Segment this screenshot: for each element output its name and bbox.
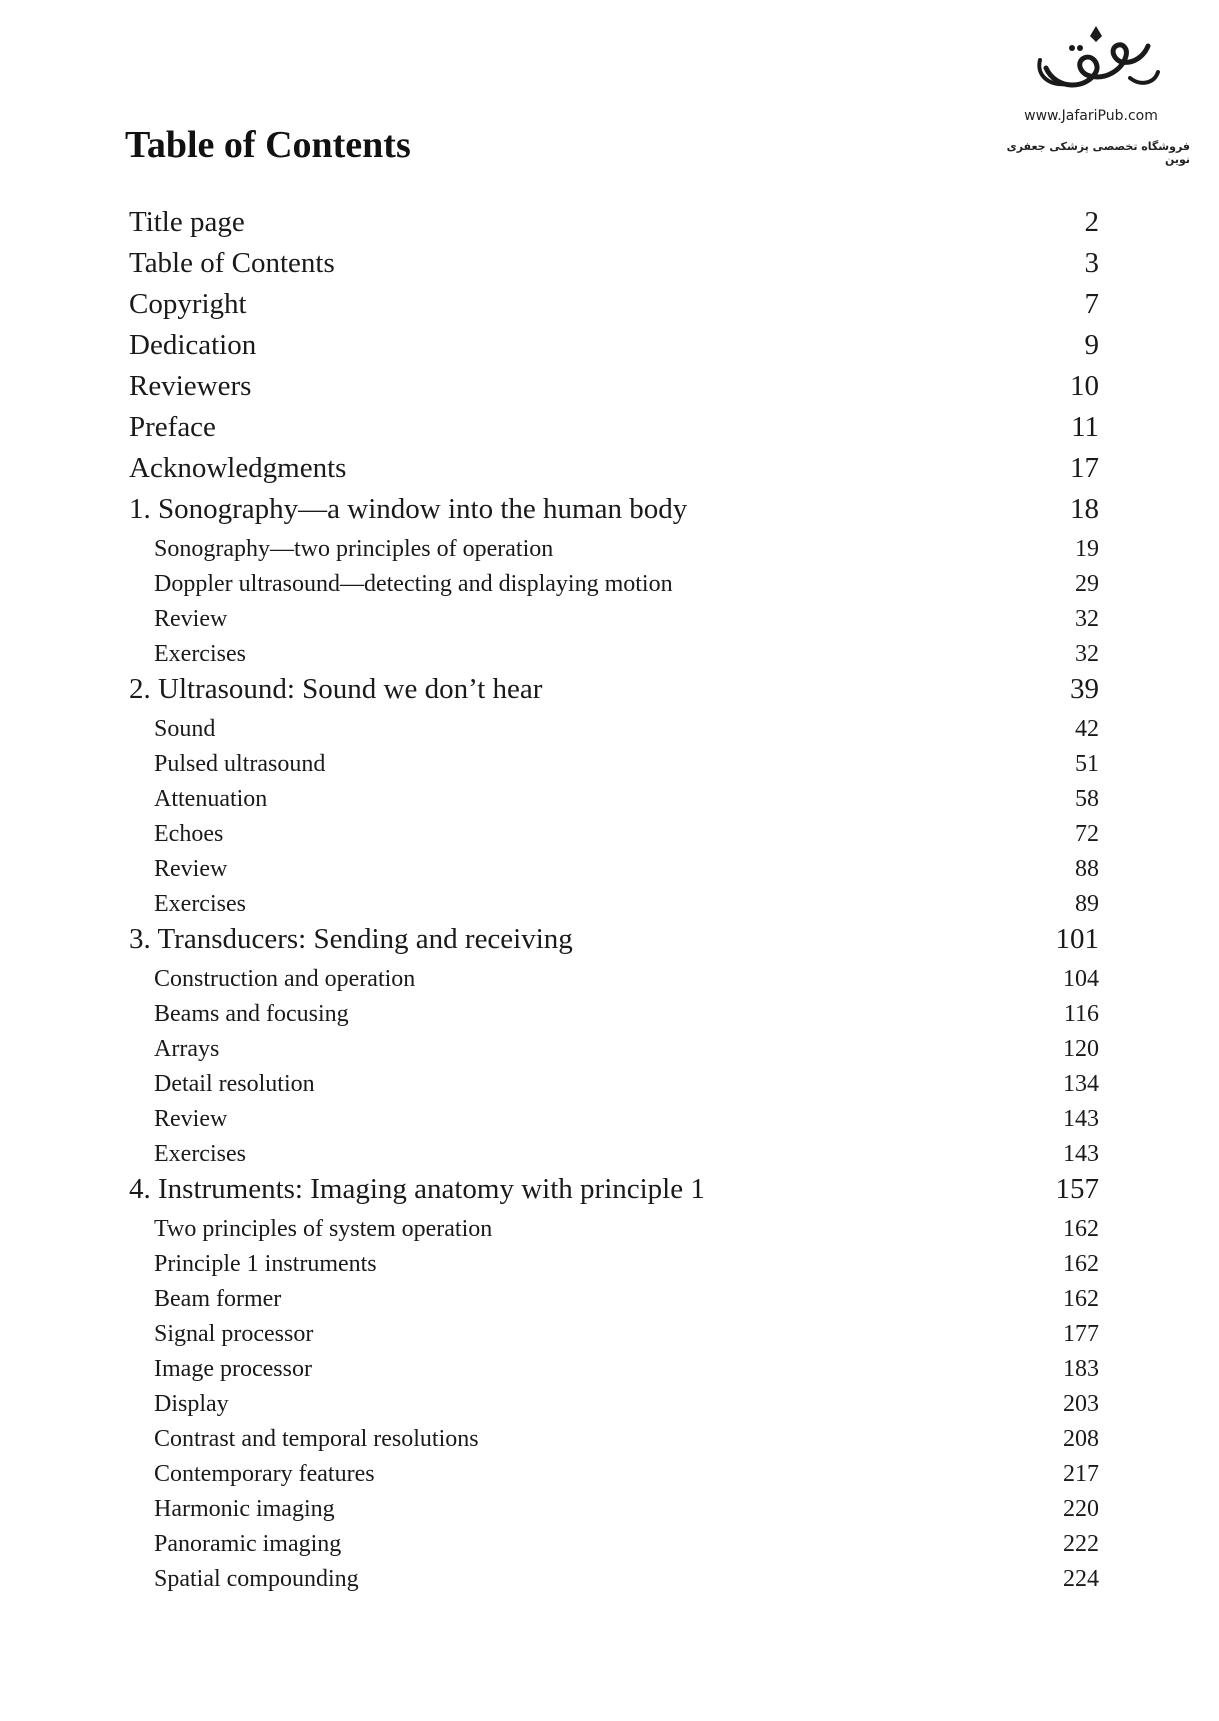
toc-entry-label: Panoramic imaging <box>154 1531 342 1557</box>
toc-entry-label: Dedication <box>129 329 257 361</box>
toc-entry-page-number: 183 <box>1063 1356 1099 1382</box>
toc-entry-label: Reviewers <box>129 370 252 402</box>
toc-entry-page-number: 11 <box>1071 411 1099 443</box>
toc-entry-page-number: 222 <box>1063 1531 1099 1557</box>
toc-entry-label: Construction and operation <box>154 966 416 992</box>
toc-entry-page-number: 177 <box>1063 1321 1099 1347</box>
toc-entry-label: Acknowledgments <box>129 452 347 484</box>
toc-entry-page-number: 7 <box>1084 288 1099 320</box>
toc-entry-page-number: 32 <box>1075 606 1099 632</box>
toc-entry-page-number: 220 <box>1063 1496 1099 1522</box>
toc-entry-label: Sound <box>154 716 216 742</box>
toc-entry-page-number: 10 <box>1070 370 1099 402</box>
toc-entry-label: Detail resolution <box>154 1071 315 1097</box>
publisher-tagline: فروشگاه تخصصی پزشکی جعفری نوین <box>1006 140 1190 166</box>
toc-entry-page-number: 18 <box>1070 493 1099 525</box>
toc-entry-page-number: 3 <box>1084 247 1099 279</box>
toc-entry-page-number: 162 <box>1063 1251 1099 1277</box>
publisher-logo <box>996 20 1196 166</box>
toc-entry-label: Preface <box>129 411 216 443</box>
toc-entry-label: Exercises <box>154 891 246 917</box>
toc-entry-label: 3. Transducers: Sending and receiving <box>129 923 573 955</box>
toc-entry-page-number: 88 <box>1075 856 1099 882</box>
toc-entry-label: Two principles of system operation <box>154 1216 493 1242</box>
toc-entry-label: Pulsed ultrasound <box>154 751 326 777</box>
toc-entry-label: Spatial compounding <box>154 1566 359 1592</box>
toc-entry-page-number: 157 <box>1055 1173 1099 1205</box>
toc-entry-page-number: 17 <box>1070 452 1099 484</box>
toc-entry-page-number: 2 <box>1084 206 1099 238</box>
toc-entry-label: Table of Contents <box>129 247 335 279</box>
toc-entry-label: Doppler ultrasound—detecting and displaying motion <box>154 571 673 597</box>
toc-entry-label: Exercises <box>154 1141 246 1167</box>
toc-entry-label: Review <box>154 856 228 882</box>
toc-entry-page-number: 116 <box>1063 1001 1099 1027</box>
toc-entry-label: Attenuation <box>154 786 268 812</box>
toc-entry-page-number: 162 <box>1063 1216 1099 1242</box>
toc-entry-label: Principle 1 instruments <box>154 1251 377 1277</box>
toc-entry-page-number: 58 <box>1075 786 1099 812</box>
publisher-url: www.JafariPub.com <box>1024 108 1158 124</box>
toc-entry-label: Beam former <box>154 1286 282 1312</box>
toc-entry-page-number: 217 <box>1063 1461 1099 1487</box>
toc-entry-page-number: 143 <box>1063 1106 1099 1132</box>
toc-entry-label: Contemporary features <box>154 1461 375 1487</box>
toc-entry-label: 4. Instruments: Imaging anatomy with principle 1 <box>129 1173 705 1205</box>
toc-entry-page-number: 143 <box>1063 1141 1099 1167</box>
toc-entry-page-number: 203 <box>1063 1391 1099 1417</box>
toc-entry-page-number: 9 <box>1084 329 1099 361</box>
toc-entry-label: Copyright <box>129 288 247 320</box>
toc-entry-page-number: 72 <box>1075 821 1099 847</box>
toc-entry-label: Harmonic imaging <box>154 1496 335 1522</box>
toc-entry-label: 2. Ultrasound: Sound we don’t hear <box>129 673 543 705</box>
toc-entry-label: Image processor <box>154 1356 312 1382</box>
toc-entry-page-number: 162 <box>1063 1286 1099 1312</box>
toc-entry-label: Signal processor <box>154 1321 314 1347</box>
toc-entry-page-number: 39 <box>1070 673 1099 705</box>
toc-entry-label: Display <box>154 1391 229 1417</box>
jafaripub-logo-icon <box>1026 20 1166 100</box>
toc-entry-page-number: 104 <box>1063 966 1099 992</box>
toc-entry-page-number: 32 <box>1075 641 1099 667</box>
toc-entry-label: Echoes <box>154 821 224 847</box>
toc-entry-label: Arrays <box>154 1036 220 1062</box>
toc-entry-page-number: 29 <box>1075 571 1099 597</box>
toc-entry-page-number: 51 <box>1075 751 1099 777</box>
page-title: Table of Contents <box>125 124 411 166</box>
toc-entry-page-number: 208 <box>1063 1426 1099 1452</box>
toc-entry-label: Beams and focusing <box>154 1001 349 1027</box>
toc-entry-page-number: 101 <box>1055 923 1099 955</box>
toc-entry-label: Contrast and temporal resolutions <box>154 1426 479 1452</box>
toc-entry-page-number: 120 <box>1063 1036 1099 1062</box>
toc-entry-page-number: 224 <box>1063 1566 1099 1592</box>
toc-entry-page-number: 134 <box>1063 1071 1099 1097</box>
toc-entry-label: Exercises <box>154 641 246 667</box>
toc-entry-page-number: 19 <box>1075 536 1099 562</box>
toc-entry-label: Title page <box>129 206 245 238</box>
toc-entry-label: Sonography—two principles of operation <box>154 536 554 562</box>
toc-entry-page-number: 89 <box>1075 891 1099 917</box>
toc-entry-label: Review <box>154 606 228 632</box>
toc-entry-label: Review <box>154 1106 228 1132</box>
toc-entry-page-number: 42 <box>1075 716 1099 742</box>
toc-entry-label: 1. Sonography—a window into the human body <box>129 493 688 525</box>
